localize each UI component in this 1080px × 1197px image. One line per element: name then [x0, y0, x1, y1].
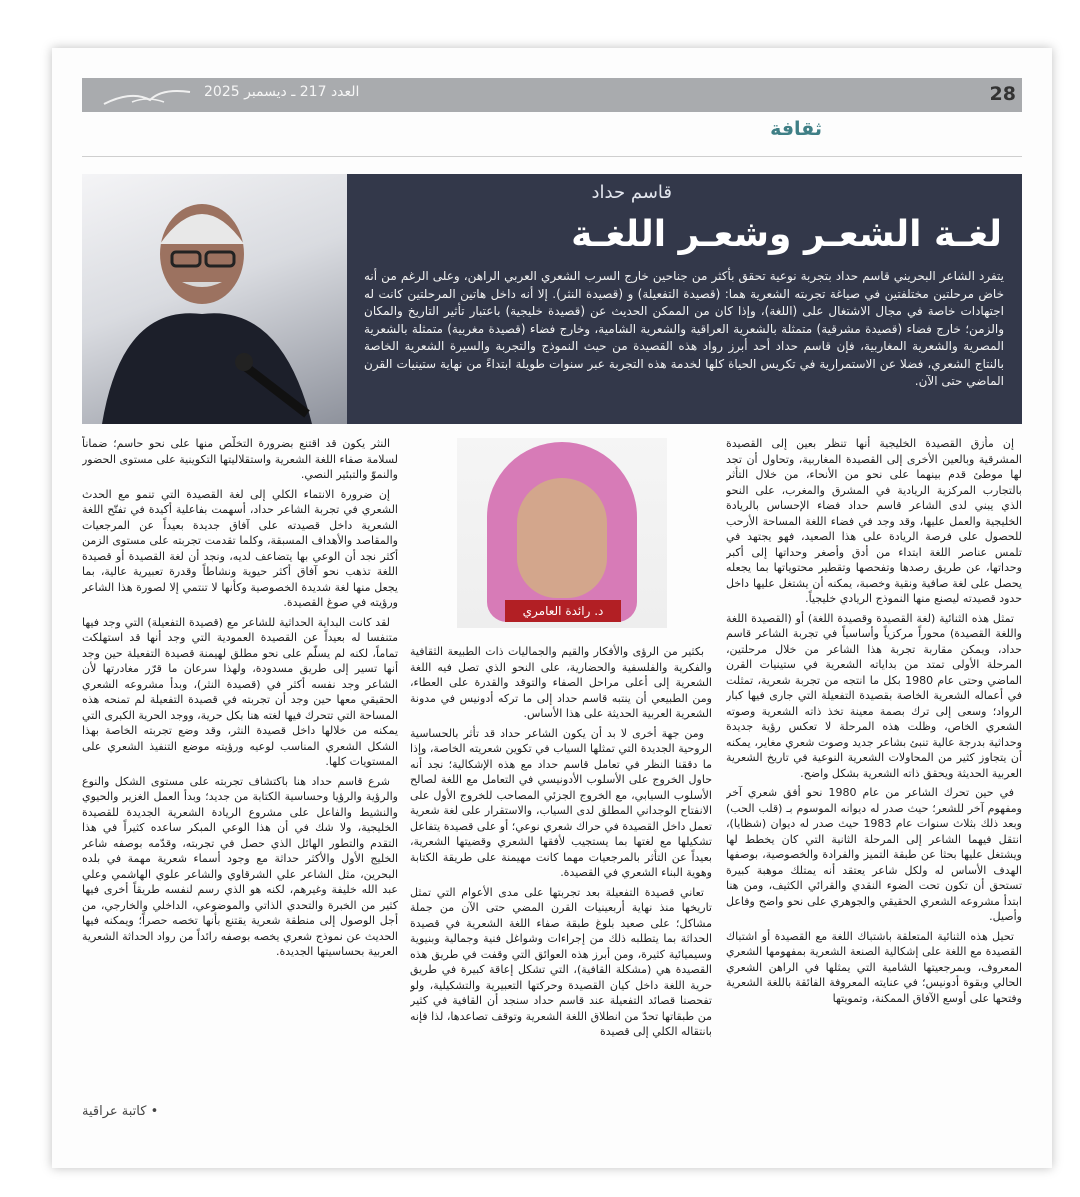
writer-face — [517, 478, 607, 598]
paragraph: تحيل هذه الثنائية المتعلقة باشتباك اللغة مع القصيدة أو اشتباك القصيدة مع اللغة على إشكالية الصنعة الشعرية بمفهومها الشعري المعروف، وبمرجعيتها الشامية التي يمثلها في الراهن الشعري الحالي وبقوة أدونيس؛ في عنايته المعروفة الفائقة باللغة الشعرية وفتحها على أوسع الآفاق الممكنة، وتمويتها — [726, 929, 1022, 1005]
author-footnote: • كاتبة عراقية — [82, 1104, 159, 1119]
paragraph: لقد كانت البداية الحداثية للشاعر مع (قصيدة التفعيلة) التي وجد فيها متنفسا له بعيداً عن القصيدة العمودية التي وجد أنها قد استهلكت تماماً، لكنه لم يسلّم على نحو مطلق لهيمنة قصيدة التفعيلة حين وجد أنها تسير إلى طريق مسدودة، ولهذا سرعان ما قرّر مغادرتها لأن الشاعر وجد نفسه أكثر في (قصيدة النثر)، وبدأ مشروعه الشعري الحقيقي معها حين وجد أن تجربته في قصيدة التفعيلة لم تمنحه هذه المساحة التي تتحرك فيها لغته هنا بكل حرية، ووجد الحرية الكبرى التي يمكنه من خلالها داخل قصيدة النثر، وقد وضع تجربته الخاصة بهذا الشكل الشعري المناسب لوعيه ورؤيته موضع التنفيذ الشعري على المستويات كلها. — [82, 615, 398, 768]
poet-photo — [82, 174, 347, 424]
magazine-page — [52, 48, 1052, 1168]
paragraph: تعاني قصيدة التفعيلة بعد تجربتها على مدى الأعوام التي تمثل تاريخها منذ نهاية أربعينيات القرن المضي حتى الآن من جملة مشاكل؛ على صعيد بلوغ طبقة صفاء اللغة الشعرية في قصيدة الحداثة بما يتطلبه ذلك من إجراءات وشواغل فنية وجمالية وبنيوية وسيميائية كثيرة، ومن أبرز هذه العوائق التي وقفت في طريق هذه القصيدة هي (مشكلة القافية)، التي تشكل إعاقة كبيرة في طريق حرية اللغة داخل كيان القصيدة وحركتها التعبيرية والتشكيلية، ولو تفحصنا قصائد التفعيلة عند قاسم حداد سنجد أن القافية في كثير من طبقاتها تحدّ من انطلاق اللغة الشعرية وتوقف تصاعدها، لذا فإنه بانتقاله الكلي إلى قصيدة — [410, 885, 712, 1038]
paragraph: في حين تحرك الشاعر من عام 1980 نحو أفق شعري آخر ومفهوم آخر للشعر؛ حيث صدر له ديوانه الموسوم بـ (قلب الحب) وبعد ذلك بثلاث سنوات عام 1983 حيث صدر له ديوان (شظايا)، انتقل فيهما الشاعر إلى المرحلة الثانية التي كان يخطط لها ويشتغل عليها بحثا عن طبقة التميز والفرادة والخصوصية، بوصفها الهدف الأساس له ولكل شاعر يعتقد أنه يمتلك موهبة كبيرة تستحق أن تكون تحت الضوء النقدي والقرائي الكثيف، ومن هنا ابتدأ مشروعه الشعري الحقيقي والجوهري على نحو واضح وفاعل وأصيل. — [726, 786, 1022, 923]
column-left — [82, 436, 398, 1096]
paragraph: تمثل هذه الثنائية (لغة القصيدة وقصيدة اللغة) أو (القصيدة اللغة واللغة القصيدة) محوراً مركزياً وأساسياً في تجربة الشاعر قاسم حداد، ويمكن مقاربة تجربة هذا الشاعر من خلال مرحلتين، المرحلة الأولى تمتد من بداياته الشعرية في ستينيات القرن الماضي وحتى عام 1980 بكل ما انتجه من تجربة شعرية، تمثلت في أعماله الشعرية الخاصة بقصيدة التفعيلة التي جارى فيها كبار الرواد؛ وسعى إلى ترك بصمة معينة تخذ ذاته الشعرية وصوته الشعري الخاص، وظلت هذه المرحلة لا تعكس رؤية جديدة وحداثية بدرجة عالية تنبئ بشاعر جديد وصوت شعري مغاير، يمكنه أن يتجاوز كثير من المحاولات الشعرية النوعية في تاريخ الشعرية العربية الحديثة ويحقق ذاته الشعرية بشكل واضح. — [726, 611, 1022, 780]
section-title: ثقافة — [770, 118, 822, 140]
header-bar — [82, 78, 1022, 112]
paragraph: إن مأزق القصيدة الخليجية أنها تنظر بعين إلى القصيدة المشرقية وبالعين الأخرى إلى القصيدة المغاربية، وتحاول أن تجد لها موطئ قدم بينهما على نحو من الأنحاء، من خلال التأثر بالتجارب المركزية الريادية في المشرق والمغرب، على النحو الذي يبني لدى الشاعر قاسم حداد فضاء الإحساس بالريادة الخليجية والعمل عليها، وقد وجد في فضاء اللغة المساحة الأرحب للحصول على فرصة الريادة على هذا الصعيد، فهو يجتهد في تلمس عناصر اللغة ابتداء من أدق وأصغر وحداتها إلى أكبر وحداتها، عن طريق رصدها وتفحصها وتقطير محتوياتها بما يجعله يحصل على لغة صافية ونقية وخصبة، يمكنه أن يشتغل عليها داخل حدود قصيدته ليصنع منها النموذج الريادي خليجياً. — [726, 437, 1022, 605]
section-divider — [82, 156, 1022, 157]
article-hero — [82, 174, 1022, 424]
seagull-logo-icon — [102, 82, 192, 108]
paragraph: النثر يكون قد اقتنع بضرورة التخلّص منها على نحو حاسم؛ ضماناً لسلامة صفاء اللغة الشعرية واستقلاليتها التكوينية على مستوى الحضور والنموّ والتبئير النصي. — [82, 437, 398, 481]
issue-line: العدد 217 ـ ديسمبر 2025 — [204, 84, 360, 100]
article-intro: يتفرد الشاعر البحريني قاسم حداد بتجربة نوعية تحقق بأكثر من جناحين خارج السرب الشعري العربي الراهن، وعلى الرغم من أنه خاض مرحلتين مختلفتين في صياغة تجربته الشعرية هما: (قصيدة التفعيلة) و (قصيدة النثر). إلا أنه داخل هاتين المرحلتين كانت له اجتهادات خاصة في مجال الاشتغال على (اللغة)، وإذا كان من الممكن الحديث عن (قصيدة خليجية) باعتبار تأثير التاريخ والمكان والزمن؛ خارج فضاء (قصيدة مشرقية) متمثلة بالشعرية العراقية والشعرية الشامية، وخارج فضاء (قصيدة مغربية) متمثلة بالشعرية المصرية والشعرية المغاربية، فإن قاسم حداد أحد أبرز رواد هذه القصيدة من حيث النموذج والتجربة والسيرة الشعرية الخاصة بالنتاج الشعري، فضلا عن الاستمرارية في تكريس الحياة كلها لخدمة هذه التجربة عبر سنوات طويلة ابتداءً من نهاية ستينيات القرن الماضي حتى الآن. — [364, 269, 1004, 388]
writer-photo — [457, 438, 667, 628]
poet-portrait-illustration — [82, 174, 347, 424]
column-middle — [410, 644, 712, 1144]
paragraph: ومن جهة أخرى لا بد أن يكون الشاعر حداد قد تأثر بالحساسية الروحية الجديدة التي تمثلها السياب في تكوين شعريته الخاصة، وإذا ما دققنا النظر في تعامل قاسم حداد مع هذه الإشكالية؛ نجد أنه حاول الخروج على الأسلوب الأدونيسي في التعامل مع اللغة لصالح الأسلوب السيابي، مع الخروج الجزئي المصاحب للخروج الأول على الانفتاح الوجداني المطلق لدى السياب، والاستقرار على لغة شعرية تعمل داخل القصيدة في حراك شعري نوعي؛ أو على قصيدة يتفاعل تشكيلها مع لغتها بما يستجيب لأفقها الشعري وقضيتها الشعرية، بعيداً عن التأثر بالمرجعيات مهما كانت مهيمنة على طريقة الكتابة وهوية البناء الشعري في القصيدة. — [410, 726, 712, 879]
paragraph: شرع قاسم حداد هنا باكتشاف تجربته على مستوى الشكل والنوع والرؤية والرؤيا وحساسية الكتابة من جديد؛ وبدأ العمل الغزير والحيوي والنشيط والفاعل على مشروع الريادة الشعرية الجديدة للقصيدة الخليجية، ولا شك في أن هذا الوعي المبكر ساعده كثيراً في هذا التقدم والتطور الهائل الذي حصل في تجربته، وقدّمه بوصفه شاعر الخليج الأول والأكثر حداثة مع وجود أسماء شعرية مهمة في بلده البحرين، مثل الشاعر علي الشرقاوي والشاعر علوي الهاشمي وعلي عبد الله خليفة وغيرهم، لكنه هو الذي رسم لنفسه طريقاً أخرى فيها كثير من الخبرة والتحدي الذاتي والموضوعي، الداخلي والخارجي، من أجل الوصول إلى منطقة شعرية يقتنع بأنها تخصه حصراً؛ ويمكنه فيها الحديث عن نموذج شعري يخصه بوصفه رائداً من رواد الحداثة الشعرية العربية بحساسيتها الجديدة. — [82, 774, 398, 958]
paragraph: بكثير من الرؤى والأفكار والقيم والجماليات ذات الطبيعة الثقافية والفكرية والفلسفية والحضارية، على النحو الذي تصل فيه اللغة الشعرية إلى أعلى مراحل الصفاء والتوقد والقدرة على العطاء، ومن الطبيعي أن ينتبه قاسم حداد إلى ما تركه أدونيس في مدونة الشعرية العربية الحديثة على هذا الأساس. — [410, 645, 712, 720]
writer-caption: د. رائدة العامري — [505, 600, 621, 622]
column-right — [726, 436, 1022, 1141]
paragraph: إن ضرورة الانتماء الكلي إلى لغة القصيدة التي تنمو مع الحدث الشعري في تجربة الشاعر حداد، أسهمت بفاعلية أكيدة في تفتّح اللغة الشعرية داخل قصيدته على آفاق جديدة بعيداً عن المرجعيات والمقاصد والأهداف المسبقة، وكلما تقدمت تجربته على مستوى الزمن أكثر نجد أن الوعي بها يتضاعف لديه، ونجد أن لغة القصيدة أو قصيدة اللغة تذهب نحو آفاق أكثر حيوية ونشاطاً وقدرة تعبيرية عالية، بما يجعل منها لغة شديدة الخصوصية وكأنها لا تنتمي إلا لصورة هذا الشاعر ورؤيته في صوغ القصيدة. — [82, 487, 398, 609]
page-number: 28 — [989, 83, 1016, 105]
author-name: قاسم حداد — [591, 182, 672, 203]
article-title: لغـة الشعـر وشعـر اللغـة — [571, 214, 1002, 255]
